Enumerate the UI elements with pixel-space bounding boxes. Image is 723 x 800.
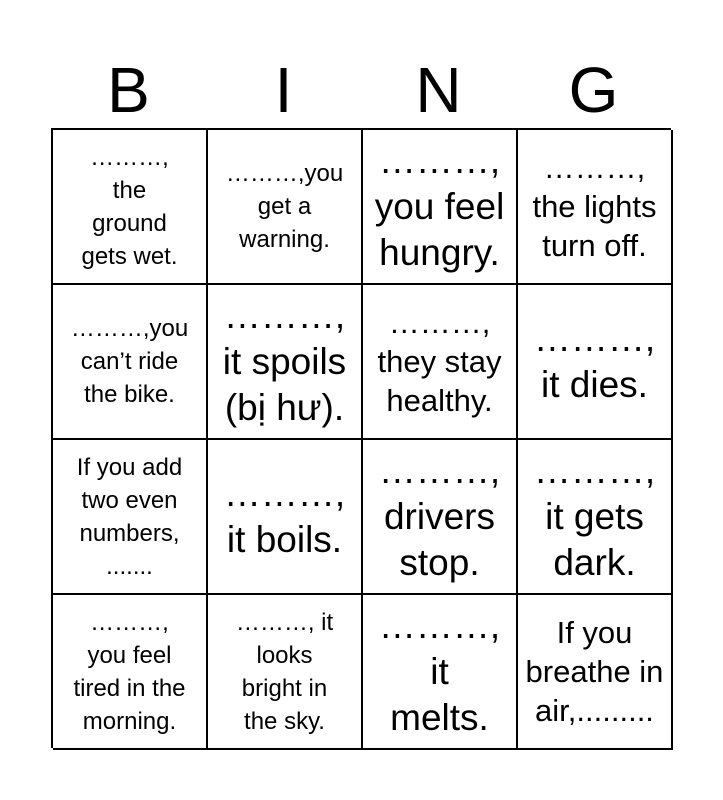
- bingo-cell-text: ………,you get a warning.: [225, 160, 344, 253]
- bingo-cell[interactable]: [518, 285, 673, 440]
- bingo-cell[interactable]: [208, 595, 363, 750]
- header-letter-n: N: [415, 54, 462, 126]
- header-letter-b: B: [107, 54, 150, 126]
- bingo-cell-text: ………,you can’t ride the bike.: [70, 315, 189, 408]
- bingo-cell[interactable]: [518, 595, 673, 750]
- bingo-cell[interactable]: [518, 130, 673, 285]
- bingo-cell[interactable]: [363, 440, 518, 595]
- bingo-cell-text: ………, it dies.: [533, 317, 656, 405]
- bingo-cell[interactable]: [363, 285, 518, 440]
- bingo-cell-text: ………, drivers stop.: [378, 449, 501, 583]
- bingo-cell-text: If you breathe in air,.........: [525, 615, 664, 728]
- bingo-cell-text: ………, the lights turn off.: [532, 150, 657, 263]
- bingo-cell[interactable]: [363, 130, 518, 285]
- bingo-cell[interactable]: [53, 440, 208, 595]
- bingo-cell[interactable]: [53, 595, 208, 750]
- header-letter-g: G: [568, 54, 619, 126]
- bingo-cell-text: ………, it boils.: [223, 472, 346, 560]
- bingo-cell-text: ………, it gets dark.: [533, 449, 656, 583]
- header-letter-i: I: [274, 54, 293, 126]
- bingo-cell-text: ………, you feel tired in the morning.: [73, 608, 186, 735]
- bingo-cell-text: If you add two even numbers, .......: [76, 453, 183, 580]
- bingo-cell[interactable]: [518, 440, 673, 595]
- bingo-cell[interactable]: [208, 440, 363, 595]
- bingo-cell-text: ………, the ground gets wet.: [81, 143, 178, 270]
- bingo-card-grid: [51, 128, 671, 748]
- bingo-cell[interactable]: [53, 130, 208, 285]
- bingo-cell-text: ………, it melts.: [378, 604, 501, 738]
- bingo-cell-text: ………, it spoils (bị hư).: [222, 294, 347, 428]
- bingo-cell-text: ………, they stay healthy.: [377, 305, 502, 418]
- bingo-cell-text: ………, you feel hungry.: [374, 139, 505, 273]
- bingo-cell-text: ………, it looks bright in the sky.: [235, 608, 334, 735]
- bingo-cell[interactable]: [53, 285, 208, 440]
- bingo-cell[interactable]: [208, 285, 363, 440]
- bingo-cell[interactable]: [363, 595, 518, 750]
- bingo-cell[interactable]: [208, 130, 363, 285]
- bingo-header: [51, 52, 671, 128]
